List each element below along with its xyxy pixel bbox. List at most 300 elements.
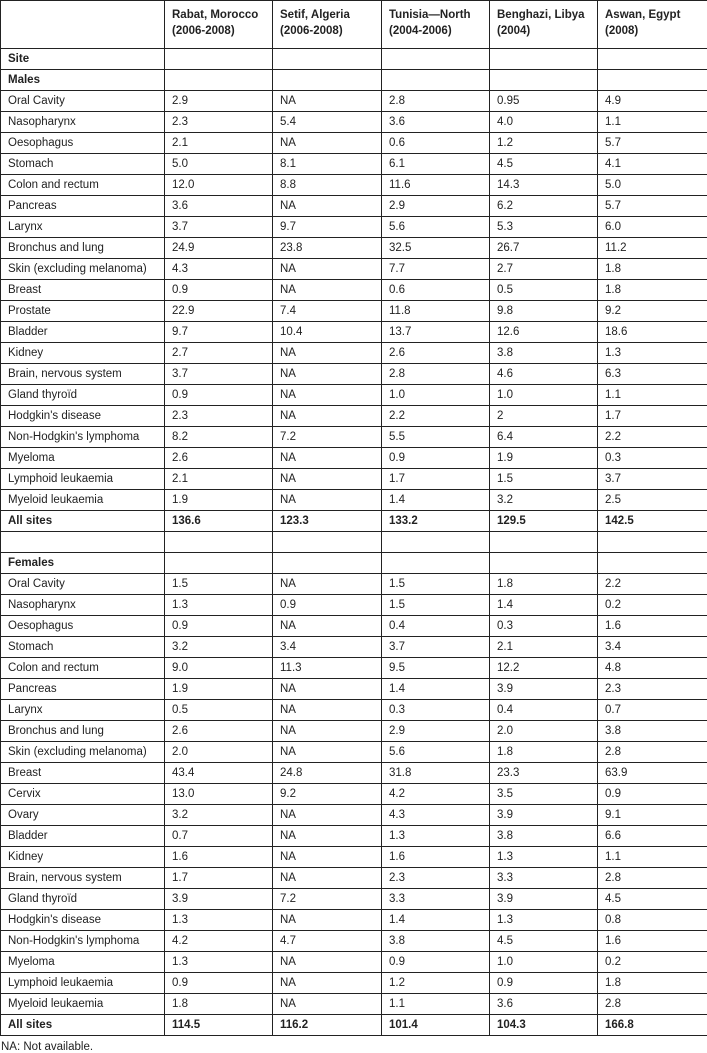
site-name-cell: All sites xyxy=(1,511,165,532)
rate-cell: 8.1 xyxy=(273,154,382,175)
rate-cell: 136.6 xyxy=(165,511,273,532)
rate-cell: 0.9 xyxy=(382,448,490,469)
rate-cell: 26.7 xyxy=(490,238,598,259)
site-name-cell: Prostate xyxy=(1,301,165,322)
rate-cell: 2.1 xyxy=(165,469,273,490)
empty-cell xyxy=(273,49,382,70)
rate-cell: NA xyxy=(273,742,382,763)
rate-cell: 1.9 xyxy=(165,679,273,700)
rate-cell: NA xyxy=(273,721,382,742)
rate-cell: 6.6 xyxy=(598,826,707,847)
rate-cell: 0.9 xyxy=(165,616,273,637)
rate-cell: 31.8 xyxy=(382,763,490,784)
rate-cell: 1.1 xyxy=(598,385,707,406)
rate-cell: 2.8 xyxy=(598,868,707,889)
rate-cell: 0.3 xyxy=(490,616,598,637)
site-name-cell: Larynx xyxy=(1,217,165,238)
site-name-cell: Skin (excluding melanoma) xyxy=(1,742,165,763)
rate-cell: NA xyxy=(273,847,382,868)
rate-cell: 1.3 xyxy=(165,595,273,616)
rate-cell: 9.5 xyxy=(382,658,490,679)
table-row xyxy=(1,406,707,427)
rate-cell: NA xyxy=(273,91,382,112)
rate-cell: 2.8 xyxy=(382,91,490,112)
rate-cell: NA xyxy=(273,805,382,826)
table-row xyxy=(1,889,707,910)
site-name-cell: Gland thyroïd xyxy=(1,385,165,406)
rate-cell: 14.3 xyxy=(490,175,598,196)
site-name-cell: Lymphoid leukaemia xyxy=(1,469,165,490)
rate-cell: 101.4 xyxy=(382,1015,490,1036)
site-name-cell: Non-Hodgkin's lymphoma xyxy=(1,931,165,952)
rate-cell: 1.8 xyxy=(165,994,273,1015)
empty-cell xyxy=(165,49,273,70)
site-name-cell: All sites xyxy=(1,1015,165,1036)
rate-cell: 23.8 xyxy=(273,238,382,259)
rate-cell: 2.3 xyxy=(165,406,273,427)
rate-cell: 0.4 xyxy=(382,616,490,637)
rate-cell: 7.7 xyxy=(382,259,490,280)
rate-cell: 114.5 xyxy=(165,1015,273,1036)
rate-cell: 2.3 xyxy=(165,112,273,133)
rate-cell: 32.5 xyxy=(382,238,490,259)
rate-cell: 22.9 xyxy=(165,301,273,322)
site-name-cell: Stomach xyxy=(1,154,165,175)
rate-cell: 6.2 xyxy=(490,196,598,217)
rate-cell: NA xyxy=(273,280,382,301)
rate-cell: NA xyxy=(273,700,382,721)
rate-cell: 1.8 xyxy=(490,574,598,595)
table-row xyxy=(1,574,707,595)
rate-cell: 1.7 xyxy=(598,406,707,427)
table-row xyxy=(1,280,707,301)
rate-cell: 2.0 xyxy=(165,742,273,763)
rate-cell: 4.5 xyxy=(598,889,707,910)
rate-cell: 12.0 xyxy=(165,175,273,196)
rate-cell: 4.2 xyxy=(382,784,490,805)
rate-cell: 1.8 xyxy=(598,973,707,994)
empty-cell xyxy=(490,70,598,91)
rate-cell: 1.7 xyxy=(165,868,273,889)
empty-cell xyxy=(382,70,490,91)
site-name-cell: Nasopharynx xyxy=(1,112,165,133)
rate-cell: 0.5 xyxy=(490,280,598,301)
site-name-cell: Kidney xyxy=(1,343,165,364)
site-name-cell: Bronchus and lung xyxy=(1,721,165,742)
rate-cell: 0.9 xyxy=(165,385,273,406)
table-row xyxy=(1,343,707,364)
rate-cell: 2.8 xyxy=(382,364,490,385)
rate-cell: 1.4 xyxy=(382,490,490,511)
rate-cell: 2.6 xyxy=(165,721,273,742)
rate-cell: 0.95 xyxy=(490,91,598,112)
rate-cell: 1.8 xyxy=(490,742,598,763)
rate-cell: 11.3 xyxy=(273,658,382,679)
site-name-cell: Bronchus and lung xyxy=(1,238,165,259)
site-name-cell: Gland thyroïd xyxy=(1,889,165,910)
rate-cell: 5.6 xyxy=(382,742,490,763)
rate-cell: 9.2 xyxy=(273,784,382,805)
rate-cell: 2.1 xyxy=(490,637,598,658)
empty-cell xyxy=(382,532,490,553)
rate-cell: 4.1 xyxy=(598,154,707,175)
rate-cell: 0.4 xyxy=(490,700,598,721)
rate-cell: 2.8 xyxy=(598,742,707,763)
rate-cell: 4.3 xyxy=(165,259,273,280)
rate-cell: 0.3 xyxy=(382,700,490,721)
rate-cell: 1.8 xyxy=(598,259,707,280)
table-row xyxy=(1,742,707,763)
header-cell-blank xyxy=(1,1,165,49)
rate-cell: 3.5 xyxy=(490,784,598,805)
rate-cell: 1.0 xyxy=(490,385,598,406)
rate-cell: 24.9 xyxy=(165,238,273,259)
rate-cell: 0.7 xyxy=(165,826,273,847)
rate-cell: 0.9 xyxy=(273,595,382,616)
table-row xyxy=(1,994,707,1015)
table-row xyxy=(1,616,707,637)
rate-cell: 5.6 xyxy=(382,217,490,238)
rate-cell: NA xyxy=(273,826,382,847)
rate-cell: 3.8 xyxy=(598,721,707,742)
table-body xyxy=(1,49,707,1036)
rate-cell: 6.0 xyxy=(598,217,707,238)
rate-cell: 1.3 xyxy=(598,343,707,364)
rate-cell: NA xyxy=(273,910,382,931)
rate-cell: 129.5 xyxy=(490,511,598,532)
rate-cell: 2.6 xyxy=(165,448,273,469)
site-name-cell: Hodgkin's disease xyxy=(1,406,165,427)
rate-cell: 11.2 xyxy=(598,238,707,259)
rate-cell: 4.9 xyxy=(598,91,707,112)
rate-cell: 5.7 xyxy=(598,196,707,217)
empty-cell xyxy=(490,553,598,574)
empty-cell xyxy=(598,532,707,553)
rate-cell: 2.1 xyxy=(165,133,273,154)
rate-cell: 1.4 xyxy=(382,910,490,931)
rate-cell: 6.4 xyxy=(490,427,598,448)
rate-cell: 2.2 xyxy=(382,406,490,427)
rate-cell: 0.9 xyxy=(598,784,707,805)
rate-cell: 4.2 xyxy=(165,931,273,952)
rate-cell: 104.3 xyxy=(490,1015,598,1036)
site-name-cell: Bladder xyxy=(1,322,165,343)
rate-cell: 1.8 xyxy=(598,280,707,301)
site-name-cell: Stomach xyxy=(1,637,165,658)
rate-cell: 3.6 xyxy=(165,196,273,217)
site-name-cell: Skin (excluding melanoma) xyxy=(1,259,165,280)
rate-cell: 0.3 xyxy=(598,448,707,469)
table-row xyxy=(1,238,707,259)
empty-cell xyxy=(382,553,490,574)
empty-cell xyxy=(165,553,273,574)
males-section-row xyxy=(1,70,707,91)
rate-cell: 23.3 xyxy=(490,763,598,784)
rate-cell: 166.8 xyxy=(598,1015,707,1036)
rate-cell: NA xyxy=(273,490,382,511)
table-row xyxy=(1,700,707,721)
rate-cell: 3.7 xyxy=(165,364,273,385)
rate-cell: 1.4 xyxy=(490,595,598,616)
table-row xyxy=(1,931,707,952)
rate-cell: 2.8 xyxy=(598,994,707,1015)
rate-cell: 2.9 xyxy=(165,91,273,112)
table-row xyxy=(1,784,707,805)
rate-cell: 3.6 xyxy=(490,994,598,1015)
site-name-cell: Breast xyxy=(1,763,165,784)
rate-cell: 2.3 xyxy=(598,679,707,700)
table-row xyxy=(1,658,707,679)
rate-cell: 3.3 xyxy=(490,868,598,889)
rate-cell: 3.4 xyxy=(598,637,707,658)
table-row xyxy=(1,679,707,700)
rate-cell: NA xyxy=(273,952,382,973)
rate-cell: 0.9 xyxy=(165,280,273,301)
table-row xyxy=(1,763,707,784)
site-label-row xyxy=(1,49,707,70)
spacer-row xyxy=(1,532,707,553)
rate-cell: 3.2 xyxy=(165,637,273,658)
table-row xyxy=(1,196,707,217)
rate-cell: 2.9 xyxy=(382,721,490,742)
rate-cell: 1.2 xyxy=(382,973,490,994)
rate-cell: NA xyxy=(273,343,382,364)
rate-cell: 2.7 xyxy=(490,259,598,280)
site-name-cell: Nasopharynx xyxy=(1,595,165,616)
site-name-cell: Non-Hodgkin's lymphoma xyxy=(1,427,165,448)
table-row xyxy=(1,469,707,490)
rate-cell: 2.3 xyxy=(382,868,490,889)
rate-cell: 4.7 xyxy=(273,931,382,952)
rate-cell: 6.3 xyxy=(598,364,707,385)
rate-cell: 3.7 xyxy=(598,469,707,490)
rate-cell: NA xyxy=(273,448,382,469)
males-total-row xyxy=(1,511,707,532)
rate-cell: 4.8 xyxy=(598,658,707,679)
rate-cell: 1.1 xyxy=(598,112,707,133)
table-row xyxy=(1,91,707,112)
rate-cell: 5.5 xyxy=(382,427,490,448)
site-name-cell: Ovary xyxy=(1,805,165,826)
header-row xyxy=(1,1,707,49)
site-name-cell: Brain, nervous system xyxy=(1,364,165,385)
rate-cell: 3.4 xyxy=(273,637,382,658)
rate-cell: 5.0 xyxy=(598,175,707,196)
rate-cell: 3.8 xyxy=(382,931,490,952)
rate-cell: 3.7 xyxy=(165,217,273,238)
rate-cell: 13.0 xyxy=(165,784,273,805)
rate-cell: 9.2 xyxy=(598,301,707,322)
rate-cell: 3.9 xyxy=(165,889,273,910)
rate-cell: 9.7 xyxy=(165,322,273,343)
rate-cell: 7.2 xyxy=(273,427,382,448)
rate-cell: 0.9 xyxy=(490,973,598,994)
rate-cell: 1.1 xyxy=(382,994,490,1015)
rate-cell: 1.5 xyxy=(382,595,490,616)
header-aswan: Aswan, Egypt (2008) xyxy=(598,1,707,49)
females-label: Females xyxy=(1,553,165,574)
rate-cell: 5.7 xyxy=(598,133,707,154)
rate-cell: 3.2 xyxy=(165,805,273,826)
rate-cell: 63.9 xyxy=(598,763,707,784)
site-name-cell: Myeloid leukaemia xyxy=(1,490,165,511)
rate-cell: 1.3 xyxy=(490,910,598,931)
rate-cell: 1.9 xyxy=(490,448,598,469)
rate-cell: 13.7 xyxy=(382,322,490,343)
rate-cell: 1.6 xyxy=(598,616,707,637)
empty-cell xyxy=(1,532,165,553)
rate-cell: 1.6 xyxy=(165,847,273,868)
site-name-cell: Myeloma xyxy=(1,952,165,973)
rate-cell: 2.2 xyxy=(598,427,707,448)
site-name-cell: Oesophagus xyxy=(1,133,165,154)
rate-cell: 4.5 xyxy=(490,931,598,952)
rate-cell: 133.2 xyxy=(382,511,490,532)
empty-cell xyxy=(598,70,707,91)
table-row xyxy=(1,448,707,469)
rate-cell: 0.9 xyxy=(382,952,490,973)
rate-cell: 5.4 xyxy=(273,112,382,133)
table-row xyxy=(1,175,707,196)
site-name-cell: Lymphoid leukaemia xyxy=(1,973,165,994)
table-row xyxy=(1,217,707,238)
rate-cell: 1.5 xyxy=(382,574,490,595)
rate-cell: 142.5 xyxy=(598,511,707,532)
table-row xyxy=(1,112,707,133)
rate-cell: NA xyxy=(273,385,382,406)
empty-cell xyxy=(273,553,382,574)
rate-cell: 9.1 xyxy=(598,805,707,826)
rate-cell: 0.7 xyxy=(598,700,707,721)
rate-cell: 24.8 xyxy=(273,763,382,784)
site-name-cell: Pancreas xyxy=(1,679,165,700)
rate-cell: 1.1 xyxy=(598,847,707,868)
table-row xyxy=(1,364,707,385)
empty-cell xyxy=(490,49,598,70)
rate-cell: 3.2 xyxy=(490,490,598,511)
empty-cell xyxy=(273,532,382,553)
site-name-cell: Hodgkin's disease xyxy=(1,910,165,931)
rate-cell: 12.2 xyxy=(490,658,598,679)
table-row xyxy=(1,133,707,154)
rate-cell: 3.9 xyxy=(490,805,598,826)
rate-cell: 3.3 xyxy=(382,889,490,910)
rate-cell: NA xyxy=(273,196,382,217)
rate-cell: 0.6 xyxy=(382,280,490,301)
rate-cell: 2.5 xyxy=(598,490,707,511)
site-name-cell: Pancreas xyxy=(1,196,165,217)
rate-cell: 1.6 xyxy=(598,931,707,952)
site-name-cell: Larynx xyxy=(1,700,165,721)
rate-cell: 8.2 xyxy=(165,427,273,448)
table-row xyxy=(1,259,707,280)
rate-cell: 5.0 xyxy=(165,154,273,175)
table-row xyxy=(1,952,707,973)
table-row xyxy=(1,490,707,511)
rate-cell: 8.8 xyxy=(273,175,382,196)
rate-cell: 9.0 xyxy=(165,658,273,679)
table-row xyxy=(1,910,707,931)
site-name-cell: Oral Cavity xyxy=(1,91,165,112)
empty-cell xyxy=(382,49,490,70)
rate-cell: 1.0 xyxy=(490,952,598,973)
rate-cell: 3.8 xyxy=(490,826,598,847)
rate-cell: 1.5 xyxy=(165,574,273,595)
rate-cell: 7.4 xyxy=(273,301,382,322)
header-setif: Setif, Algeria (2006-2008) xyxy=(273,1,382,49)
rate-cell: 4.3 xyxy=(382,805,490,826)
males-label: Males xyxy=(1,70,165,91)
females-total-row xyxy=(1,1015,707,1036)
rate-cell: 2 xyxy=(490,406,598,427)
rate-cell: NA xyxy=(273,469,382,490)
site-name-cell: Colon and rectum xyxy=(1,658,165,679)
rate-cell: 4.0 xyxy=(490,112,598,133)
rate-cell: 1.5 xyxy=(490,469,598,490)
rate-cell: 116.2 xyxy=(273,1015,382,1036)
rate-cell: 12.6 xyxy=(490,322,598,343)
rate-cell: 2.6 xyxy=(382,343,490,364)
rate-cell: 2.0 xyxy=(490,721,598,742)
table-row xyxy=(1,868,707,889)
rate-cell: 1.6 xyxy=(382,847,490,868)
table-row xyxy=(1,301,707,322)
rate-cell: 1.4 xyxy=(382,679,490,700)
rate-cell: NA xyxy=(273,868,382,889)
empty-cell xyxy=(598,553,707,574)
empty-cell xyxy=(273,70,382,91)
rate-cell: 9.7 xyxy=(273,217,382,238)
rate-cell: NA xyxy=(273,973,382,994)
header-benghazi: Benghazi, Libya (2004) xyxy=(490,1,598,49)
rate-cell: NA xyxy=(273,994,382,1015)
rate-cell: 1.3 xyxy=(165,952,273,973)
rate-cell: 43.4 xyxy=(165,763,273,784)
site-name-cell: Oral Cavity xyxy=(1,574,165,595)
rate-cell: 0.8 xyxy=(598,910,707,931)
table-row xyxy=(1,427,707,448)
empty-cell xyxy=(165,70,273,91)
site-name-cell: Oesophagus xyxy=(1,616,165,637)
rate-cell: 1.3 xyxy=(165,910,273,931)
rate-cell: 1.7 xyxy=(382,469,490,490)
site-name-cell: Kidney xyxy=(1,847,165,868)
rate-cell: 5.3 xyxy=(490,217,598,238)
rate-cell: NA xyxy=(273,133,382,154)
rate-cell: 2.9 xyxy=(382,196,490,217)
females-section-row xyxy=(1,553,707,574)
table-row xyxy=(1,805,707,826)
rate-cell: 11.6 xyxy=(382,175,490,196)
rate-cell: 7.2 xyxy=(273,889,382,910)
table-row xyxy=(1,973,707,994)
rate-cell: NA xyxy=(273,364,382,385)
site-name-cell: Colon and rectum xyxy=(1,175,165,196)
table-row xyxy=(1,154,707,175)
rate-cell: NA xyxy=(273,616,382,637)
site-name-cell: Breast xyxy=(1,280,165,301)
rate-cell: 1.0 xyxy=(382,385,490,406)
rate-cell: 3.8 xyxy=(490,343,598,364)
rate-cell: 4.5 xyxy=(490,154,598,175)
footnote: NA: Not available. xyxy=(0,1036,707,1053)
rate-cell: 6.1 xyxy=(382,154,490,175)
rate-cell: 0.2 xyxy=(598,595,707,616)
rate-cell: 4.6 xyxy=(490,364,598,385)
rate-cell: NA xyxy=(273,406,382,427)
rate-cell: 0.6 xyxy=(382,133,490,154)
table-row xyxy=(1,847,707,868)
